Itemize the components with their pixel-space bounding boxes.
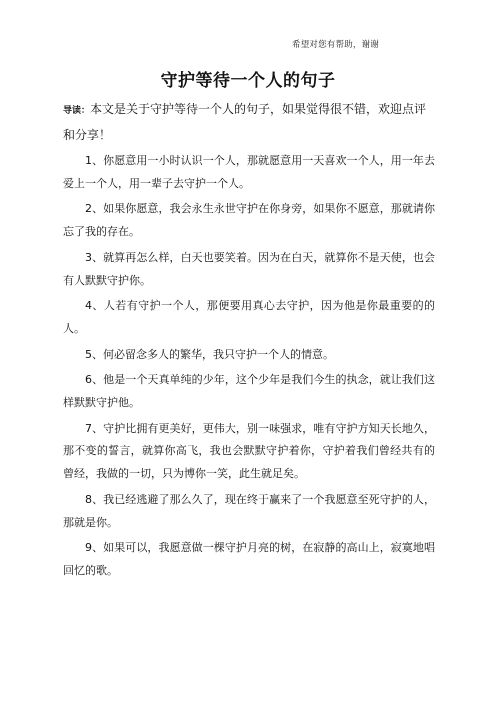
paragraph-6: 6、他是一个天真单纯的少年，这个少年是我们今生的执念，就让我们这样默默守护他。 <box>63 373 435 409</box>
paragraph-5: 5、何必留念多人的繁华，我只守护一个人的情意。 <box>85 347 334 361</box>
intro-paragraph <box>63 97 435 147</box>
body-paragraphs <box>63 150 435 586</box>
paragraph-4: 4、人若有守护一个人，那便要用真心去守护，因为他是你最重要的的人。 <box>63 299 435 335</box>
paragraph-9: 9、如果可以，我愿意做一棵守护月亮的树，在寂静的高山上，寂寞地唱回忆的歌。 <box>63 541 435 577</box>
intro-text: 本文是关于守护等待一个人的句子，如果觉得很不错，欢迎点评和分享！ <box>63 102 427 142</box>
paragraph-3: 3、就算再怎么样，白天也要笑着。因为在白天，就算你不是天使，也会有人默默守护你。 <box>63 250 435 287</box>
page-title: 守护等待一个人的句子 <box>160 71 336 91</box>
intro-label: 导读： <box>63 106 91 116</box>
header-note: 希望对您有帮助，谢谢 <box>292 40 380 50</box>
paragraph-2: 2、如果你愿意，我会永生永世守护在你身旁，如果你不愿意，那就请你忘了我的存在。 <box>63 202 435 239</box>
paragraph-8: 8、我已经逃避了那么久了，现在终于赢来了一个我愿意至死守护的人，那就是你。 <box>63 492 435 529</box>
paragraph-1: 1、你愿意用一小时认识一个人，那就愿意用一天喜欢一个人，用一年去爱上一个人，用一辈子去守护一个人。 <box>63 154 435 190</box>
paragraph-7: 7、守护比拥有更美好，更伟大，别一味强求，唯有守护方知天长地久，那不变的誓言，就算你高飞，我也会默默守护着你，守护着我们曾经共有的曾经，我做的一切，只为博你一笑，此生就足矣。 <box>63 421 435 481</box>
